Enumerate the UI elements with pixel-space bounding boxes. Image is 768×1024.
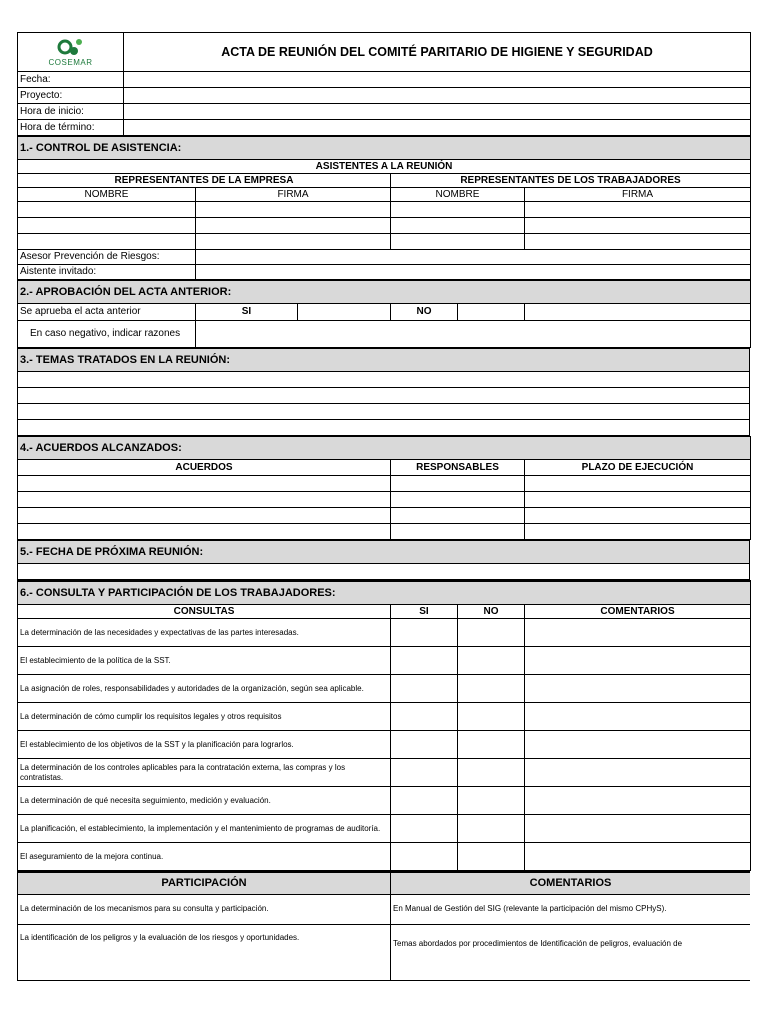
col-sign-workers: FIRMA [525,188,751,202]
worker-reps-header: REPRESENTANTES DE LOS TRABAJADORES [391,174,751,188]
attendance-cell[interactable] [525,234,751,250]
participation-comment[interactable]: Temas abordados por procedimientos de Identificación de peligros, evaluación de [391,924,751,980]
section-title-topics: 3.- TEMAS TRATADOS EN LA REUNIÓN: [18,349,750,372]
consult-comment[interactable] [525,815,751,843]
field-label-project: Proyecto: [18,88,124,104]
consult-yes[interactable] [391,647,458,675]
consult-no[interactable] [458,703,525,731]
col-responsible: RESPONSABLES [391,460,525,476]
consult-no[interactable] [458,843,525,871]
consult-yes[interactable] [391,787,458,815]
approval-table [17,280,751,348]
agreement-cell[interactable] [18,492,391,508]
reasons-input[interactable] [196,321,751,348]
consultation-table [17,580,751,871]
header-table [17,32,751,136]
attendance-cell[interactable] [391,202,525,218]
topic-line[interactable] [18,372,750,388]
agreement-cell[interactable] [525,492,751,508]
attendance-table [17,136,751,280]
consult-item: La determinación de los controles aplicables para la contratación externa, las compras y los contratistas. [18,759,391,787]
col-agreements: ACUERDOS [18,460,391,476]
advisor-input[interactable] [196,250,751,265]
consult-no[interactable] [458,815,525,843]
section-title-consultation: 6.- CONSULTA Y PARTICIPACIÓN DE LOS TRABAJADORES: [18,581,751,605]
consult-item: La asignación de roles, responsabilidades y autoridades de la organización, según sea aplicable. [18,675,391,703]
agreement-cell[interactable] [525,476,751,492]
approve-yes-box[interactable] [298,304,391,321]
consult-comment[interactable] [525,787,751,815]
col-name-workers: NOMBRE [391,188,525,202]
consult-yes[interactable] [391,703,458,731]
guest-label: Aistente invitado: [18,265,196,280]
next-meeting-input[interactable] [18,564,750,580]
consult-yes[interactable] [391,731,458,759]
consult-item: La planificación, el establecimiento, la implementación y el mantenimiento de programas de auditoría. [18,815,391,843]
consult-comment[interactable] [525,619,751,647]
advisor-label: Asesor Prevención de Riesgos: [18,250,196,265]
logo-text: COSEMAR [48,58,93,68]
consult-item: La determinación de las necesidades y expectativas de las partes interesadas. [18,619,391,647]
attendance-cell[interactable] [196,234,391,250]
consult-no[interactable] [458,619,525,647]
consult-comment[interactable] [525,703,751,731]
consult-comment[interactable] [525,675,751,703]
participation-item: La determinación de los mecanismos para su consulta y participación. [18,894,391,924]
field-label-start-time: Hora de inicio: [18,104,124,120]
consult-yes[interactable] [391,759,458,787]
agreement-cell[interactable] [391,508,525,524]
agreement-cell[interactable] [391,492,525,508]
consult-comment[interactable] [525,843,751,871]
field-input-date[interactable] [124,72,751,88]
agreement-cell[interactable] [525,524,751,540]
consult-comment[interactable] [525,647,751,675]
consult-item: El establecimiento de la política de la SST. [18,647,391,675]
col-yes: SI [391,605,458,619]
consult-comment[interactable] [525,731,751,759]
agreement-cell[interactable] [18,508,391,524]
field-input-project[interactable] [124,88,751,104]
approve-yes-label: SI [196,304,298,321]
participation-item: La identificación de los peligros y la evaluación de los riesgos y oportunidades. [18,924,391,980]
consult-no[interactable] [458,759,525,787]
consult-yes[interactable] [391,843,458,871]
consult-item: El establecimiento de los objetivos de la SST y la planificación para lograrlos. [18,731,391,759]
consult-no[interactable] [458,787,525,815]
attendance-cell[interactable] [18,234,196,250]
attendance-cell[interactable] [391,234,525,250]
consult-item: La determinación de cómo cumplir los requisitos legales y otros requisitos [18,703,391,731]
attendees-subtitle: ASISTENTES A LA REUNIÓN [18,160,751,174]
agreement-cell[interactable] [525,508,751,524]
consult-yes[interactable] [391,815,458,843]
consult-no[interactable] [458,647,525,675]
attendance-cell[interactable] [391,218,525,234]
consult-no[interactable] [458,675,525,703]
company-reps-header: REPRESENTANTES DE LA EMPRESA [18,174,391,188]
approve-label: Se aprueba el acta anterior [18,304,196,321]
attendance-cell[interactable] [18,218,196,234]
section-title-agreements: 4.- ACUERDOS ALCANZADOS: [18,437,751,460]
field-input-end-time[interactable] [124,120,751,136]
col-comments-participation: COMENTARIOS [391,872,751,894]
attendance-cell[interactable] [196,218,391,234]
col-consults: CONSULTAS [18,605,391,619]
participation-clip [17,871,750,985]
attendance-cell[interactable] [525,202,751,218]
agreement-cell[interactable] [18,476,391,492]
col-no: NO [458,605,525,619]
consult-item: El aseguramiento de la mejora continua. [18,843,391,871]
col-comments: COMENTARIOS [525,605,751,619]
topic-line[interactable] [18,388,750,404]
consult-yes[interactable] [391,619,458,647]
field-label-end-time: Hora de término: [18,120,124,136]
guest-input[interactable] [196,265,751,280]
col-deadline: PLAZO DE EJECUCIÓN [525,460,751,476]
attendance-cell[interactable] [196,202,391,218]
col-participation: PARTICIPACIÓN [18,872,391,894]
document-title: ACTA DE REUNIÓN DEL COMITÉ PARITARIO DE HIGIENE Y SEGURIDAD [124,33,751,72]
agreement-cell[interactable] [391,524,525,540]
participation-comment[interactable]: En Manual de Gestión del SIG (relevante la participación del mismo CPHyS). [391,894,751,924]
col-sign-company: FIRMA [196,188,391,202]
form-page [17,32,750,985]
cosemar-logo-icon [54,37,88,57]
section-title-next-meeting: 5.- FECHA DE PRÓXIMA REUNIÓN: [18,541,750,564]
topic-line[interactable] [18,404,750,420]
agreement-cell[interactable] [391,476,525,492]
field-input-start-time[interactable] [124,104,751,120]
attendance-cell[interactable] [18,202,196,218]
agreement-cell[interactable] [18,524,391,540]
approve-extra-cell[interactable] [525,304,751,321]
approve-no-box[interactable] [458,304,525,321]
topic-line[interactable] [18,420,750,436]
consult-item: La determinación de qué necesita seguimiento, medición y evaluación. [18,787,391,815]
attendance-cell[interactable] [525,218,751,234]
next-meeting-table [17,540,750,580]
field-label-date: Fecha: [18,72,124,88]
consult-yes[interactable] [391,675,458,703]
participation-table [17,871,750,981]
consult-no[interactable] [458,731,525,759]
section-title-approval: 2.- APROBACIÓN DEL ACTA ANTERIOR: [18,281,751,304]
agreements-table [17,436,751,540]
reasons-label: En caso negativo, indicar razones [18,321,196,348]
consult-comment[interactable] [525,759,751,787]
topics-table [17,348,750,436]
approve-no-label: NO [391,304,458,321]
col-name-company: NOMBRE [18,188,196,202]
logo [18,33,124,72]
section-title-attendance: 1.- CONTROL DE ASISTENCIA: [18,137,751,160]
